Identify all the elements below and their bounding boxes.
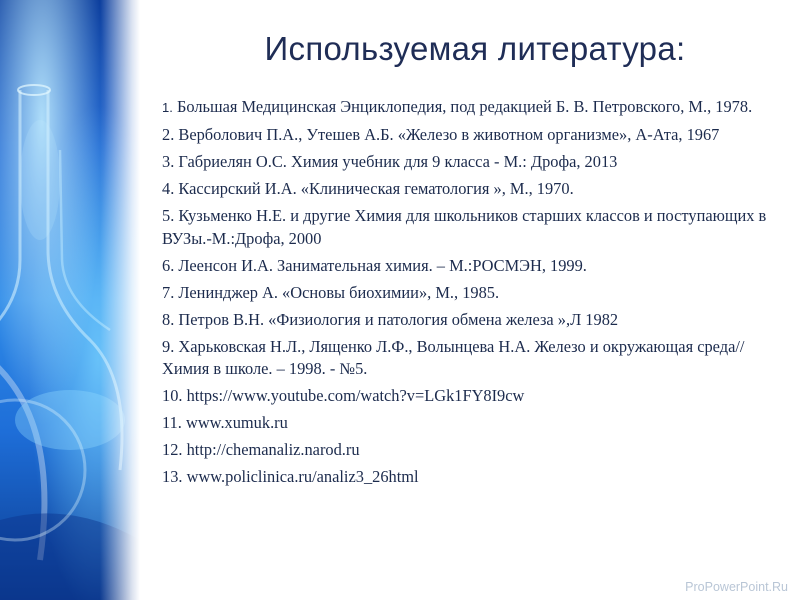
reference-item <box>162 151 782 174</box>
reference-number: 8. <box>162 309 175 329</box>
slide-title: Используемая литература: <box>264 30 686 67</box>
reference-number: 10. <box>162 386 183 405</box>
reference-number: 1. <box>162 100 173 115</box>
reference-item <box>162 255 782 278</box>
reference-number: 2. <box>162 125 175 144</box>
reference-number: 4. <box>162 179 175 198</box>
reference-link[interactable]: http://chemanaliz.narod.ru <box>186 440 360 459</box>
reference-number: 11. <box>162 413 182 432</box>
reference-text: Кузьменко Н.Е. и другие Химия для школьников старших классов и поступающих в ВУЗы.-М.:Дрофа, 2000 <box>162 206 767 248</box>
reference-item <box>162 336 782 381</box>
reference-number: 6. <box>162 255 175 275</box>
reference-item <box>162 96 782 120</box>
reference-link-item[interactable] <box>162 466 782 489</box>
reference-link[interactable]: https://www.youtube.com/watch?v=LGk1FY8I9cw <box>186 386 525 405</box>
reference-text: Петров В.Н. «Физиология и патология обмена железа »,Л 1982 <box>178 309 619 329</box>
reference-item <box>162 124 782 147</box>
reference-item <box>162 205 782 250</box>
reference-link-item[interactable] <box>162 439 782 462</box>
reference-list <box>162 96 782 493</box>
reference-text: Леенсон И.А. Занимательная химия. – М.:РОСМЭН, 1999. <box>178 255 587 275</box>
glassware-illustration <box>0 0 140 600</box>
reference-number: 9. <box>162 336 175 356</box>
lab-glassware-image <box>0 0 140 600</box>
reference-link-item[interactable] <box>162 412 782 435</box>
reference-number: 5. <box>162 206 175 225</box>
reference-text: Большая Медицинская Энциклопедия, под редакцией Б. В. Петровского, М., 1978. <box>176 97 753 116</box>
reference-number: 12. <box>162 440 183 459</box>
reference-link-item[interactable] <box>162 385 782 408</box>
reference-item <box>162 309 782 332</box>
reference-item <box>162 282 782 305</box>
reference-number: 3. <box>162 152 175 171</box>
reference-text: Ленинджер А. «Основы биохимии», М., 1985. <box>178 282 500 302</box>
reference-text: Кассирский И.А. «Клиническая гематология », М., 1970. <box>178 179 574 198</box>
reference-text: Верболович П.А., Утешев А.Б. «Железо в животном организме», А-Ата, 1967 <box>178 125 720 144</box>
reference-text: Габриелян О.С. Химия учебник для 9 класса - М.: Дрофа, 2013 <box>178 152 618 171</box>
reference-text: Харьковская Н.Л., Лященко Л.Ф., Волынцева Н.А. Железо и окружающая среда// Химия в школе. – 1998. - №5. <box>162 336 745 378</box>
reference-number: 13. <box>162 467 183 486</box>
reference-link[interactable]: www.policlinica.ru/analiz3_26html <box>186 467 419 486</box>
reference-number: 7. <box>162 282 175 302</box>
reference-item <box>162 178 782 201</box>
watermark-brand: ProPowerPoint.Ru <box>685 580 788 594</box>
reference-link[interactable]: www.xumuk.ru <box>186 413 288 432</box>
